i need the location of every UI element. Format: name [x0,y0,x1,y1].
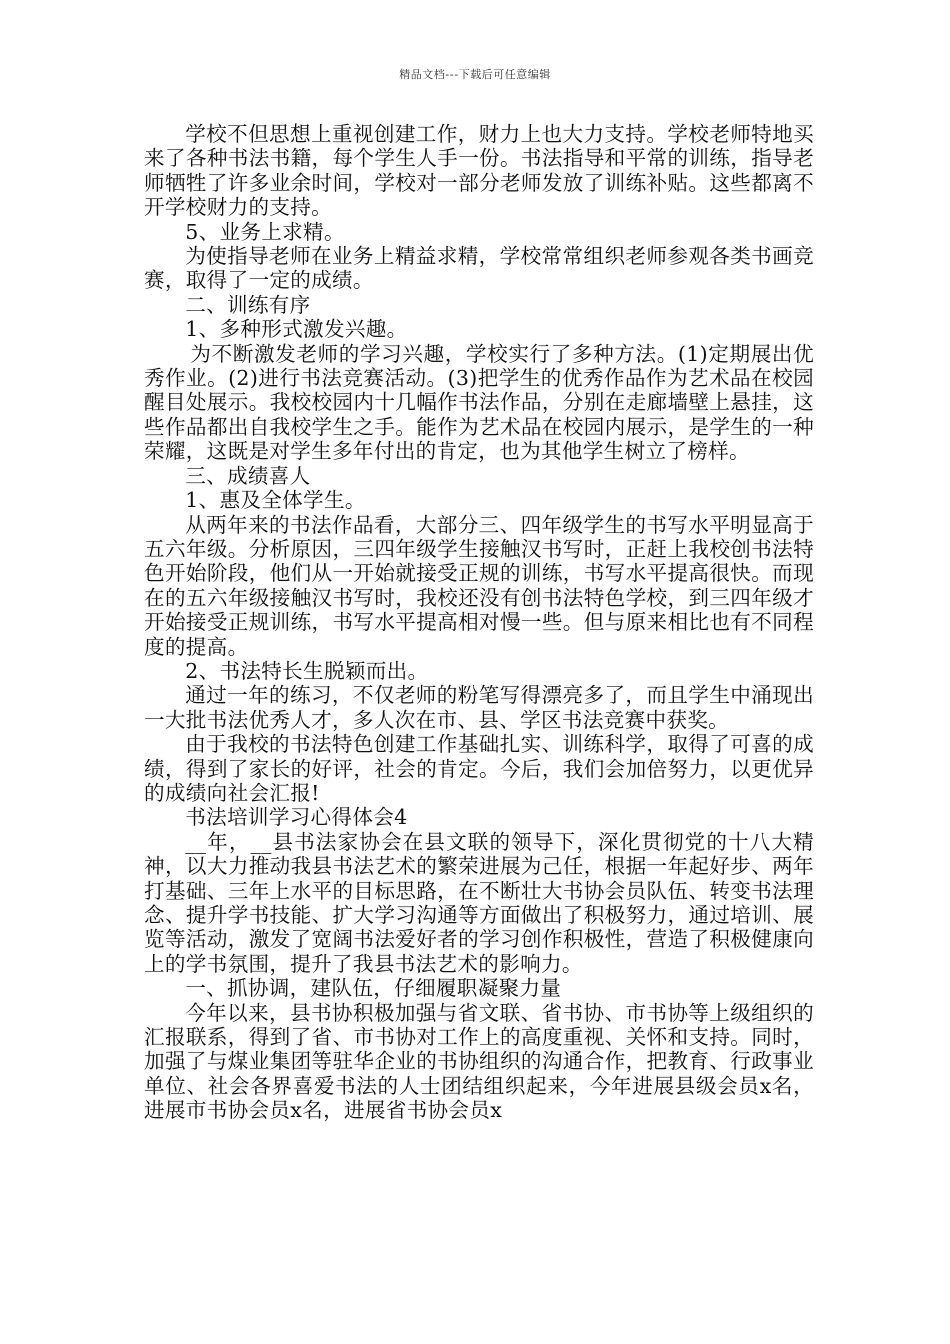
page-header: 精品文档---下载后可任意编辑 [399,68,551,81]
paragraph: 2、书法特长生脱颖而出。 [185,658,429,683]
paragraph: 为不断激发老师的学习兴趣，学校实行了多种方法。(1)定期展出优秀作业。(2)进行书法竞赛活动。(3)把学生的优秀作品作为艺术品在校园醒目处展示。我校校园内十几幅作书法作品，分别在走廊墙壁上悬挂，这些作品都出自我校学生之手。能作为艺术品在校园内展示，是学生的一种荣耀，这既是对学生多年付出的肯定，也为其他学生树立了榜样。 [144,341,814,464]
section-heading: 二、训练有序 [185,292,311,317]
paragraph: __年，__县书法家协会在县文联的领导下，深化贯彻党的十八大精神，以大力推动我县书法艺术的繁荣进展为己任，根据一年起好步、两年打基础、三年上水平的目标思路，在不断壮大书协会员队伍、转变书法理念、提升学书技能、扩大学习沟通等方面做出了积极努力，通过培训、展览等活动，激发了宽阔书法爱好者的学习创作积极性，营造了积极健康向上的学书氛围，提升了我县书法艺术的影响力。 [144,829,814,976]
section-heading: 一、抓协调，建队伍，仔细履职凝聚力量 [185,976,562,1001]
article-title: 书法培训学习心得体会4 [185,805,408,830]
paragraph: 今年以来，县书协积极加强与省文联、省书协、市书协等上级组织的汇报联系，得到了省、市书协对工作上的高度重视、关怀和支持。同时，加强了与煤业集团等驻华企业的书协组织的沟通合作，把教育、行政事业单位、社会各界喜爱书法的人士团结组织起来，今年进展县级会员x名，进展市书协会员x名，进展省书协会员x [144,1000,814,1123]
section-heading: 三、成绩喜人 [185,463,311,488]
paragraph: 1、惠及全体学生。 [185,488,366,513]
paragraph: 为使指导老师在业务上精益求精，学校常常组织老师参观各类书画竞赛，取得了一定的成绩。 [144,244,814,293]
paragraph: 从两年来的书法作品看，大部分三、四年级学生的书写水平明显高于五六年级。分析原因，三四年级学生接触汉书写时，正赶上我校创书法特色开始阶段，他们从一开始就接受正规的训练，书写水平提高很快。而现在的五六年级接触汉书写时，我校还没有创书法特色学校，到三四年级才开始接受正规训练，书写水平提高相对慢一些。但与原来相比也有不同程度的提高。 [144,512,814,659]
paragraph: 5、业务上求精。 [185,219,345,244]
paragraph: 学校不但思想上重视创建工作，财力上也大力支持。学校老师特地买来了各种书法书籍，每个学生人手一份。书法指导和平常的训练，指导老师牺牲了许多业余时间，学校对一部分老师发放了训练补贴。这些都离不开学校财力的支持。 [144,122,814,220]
paragraph: 由于我校的书法特色创建工作基础扎实、训练科学，取得了可喜的成绩，得到了家长的好评，社会的肯定。今后，我们会加倍努力，以更优异的成绩向社会汇报! [144,732,814,805]
document-body [144,122,814,1123]
paragraph: 1、多种形式激发兴趣。 [185,317,408,342]
paragraph: 通过一年的练习，不仅老师的粉笔写得漂亮多了，而且学生中涌现出一大批书法优秀人才，多人次在市、县、学区书法竞赛中获奖。 [144,683,814,732]
